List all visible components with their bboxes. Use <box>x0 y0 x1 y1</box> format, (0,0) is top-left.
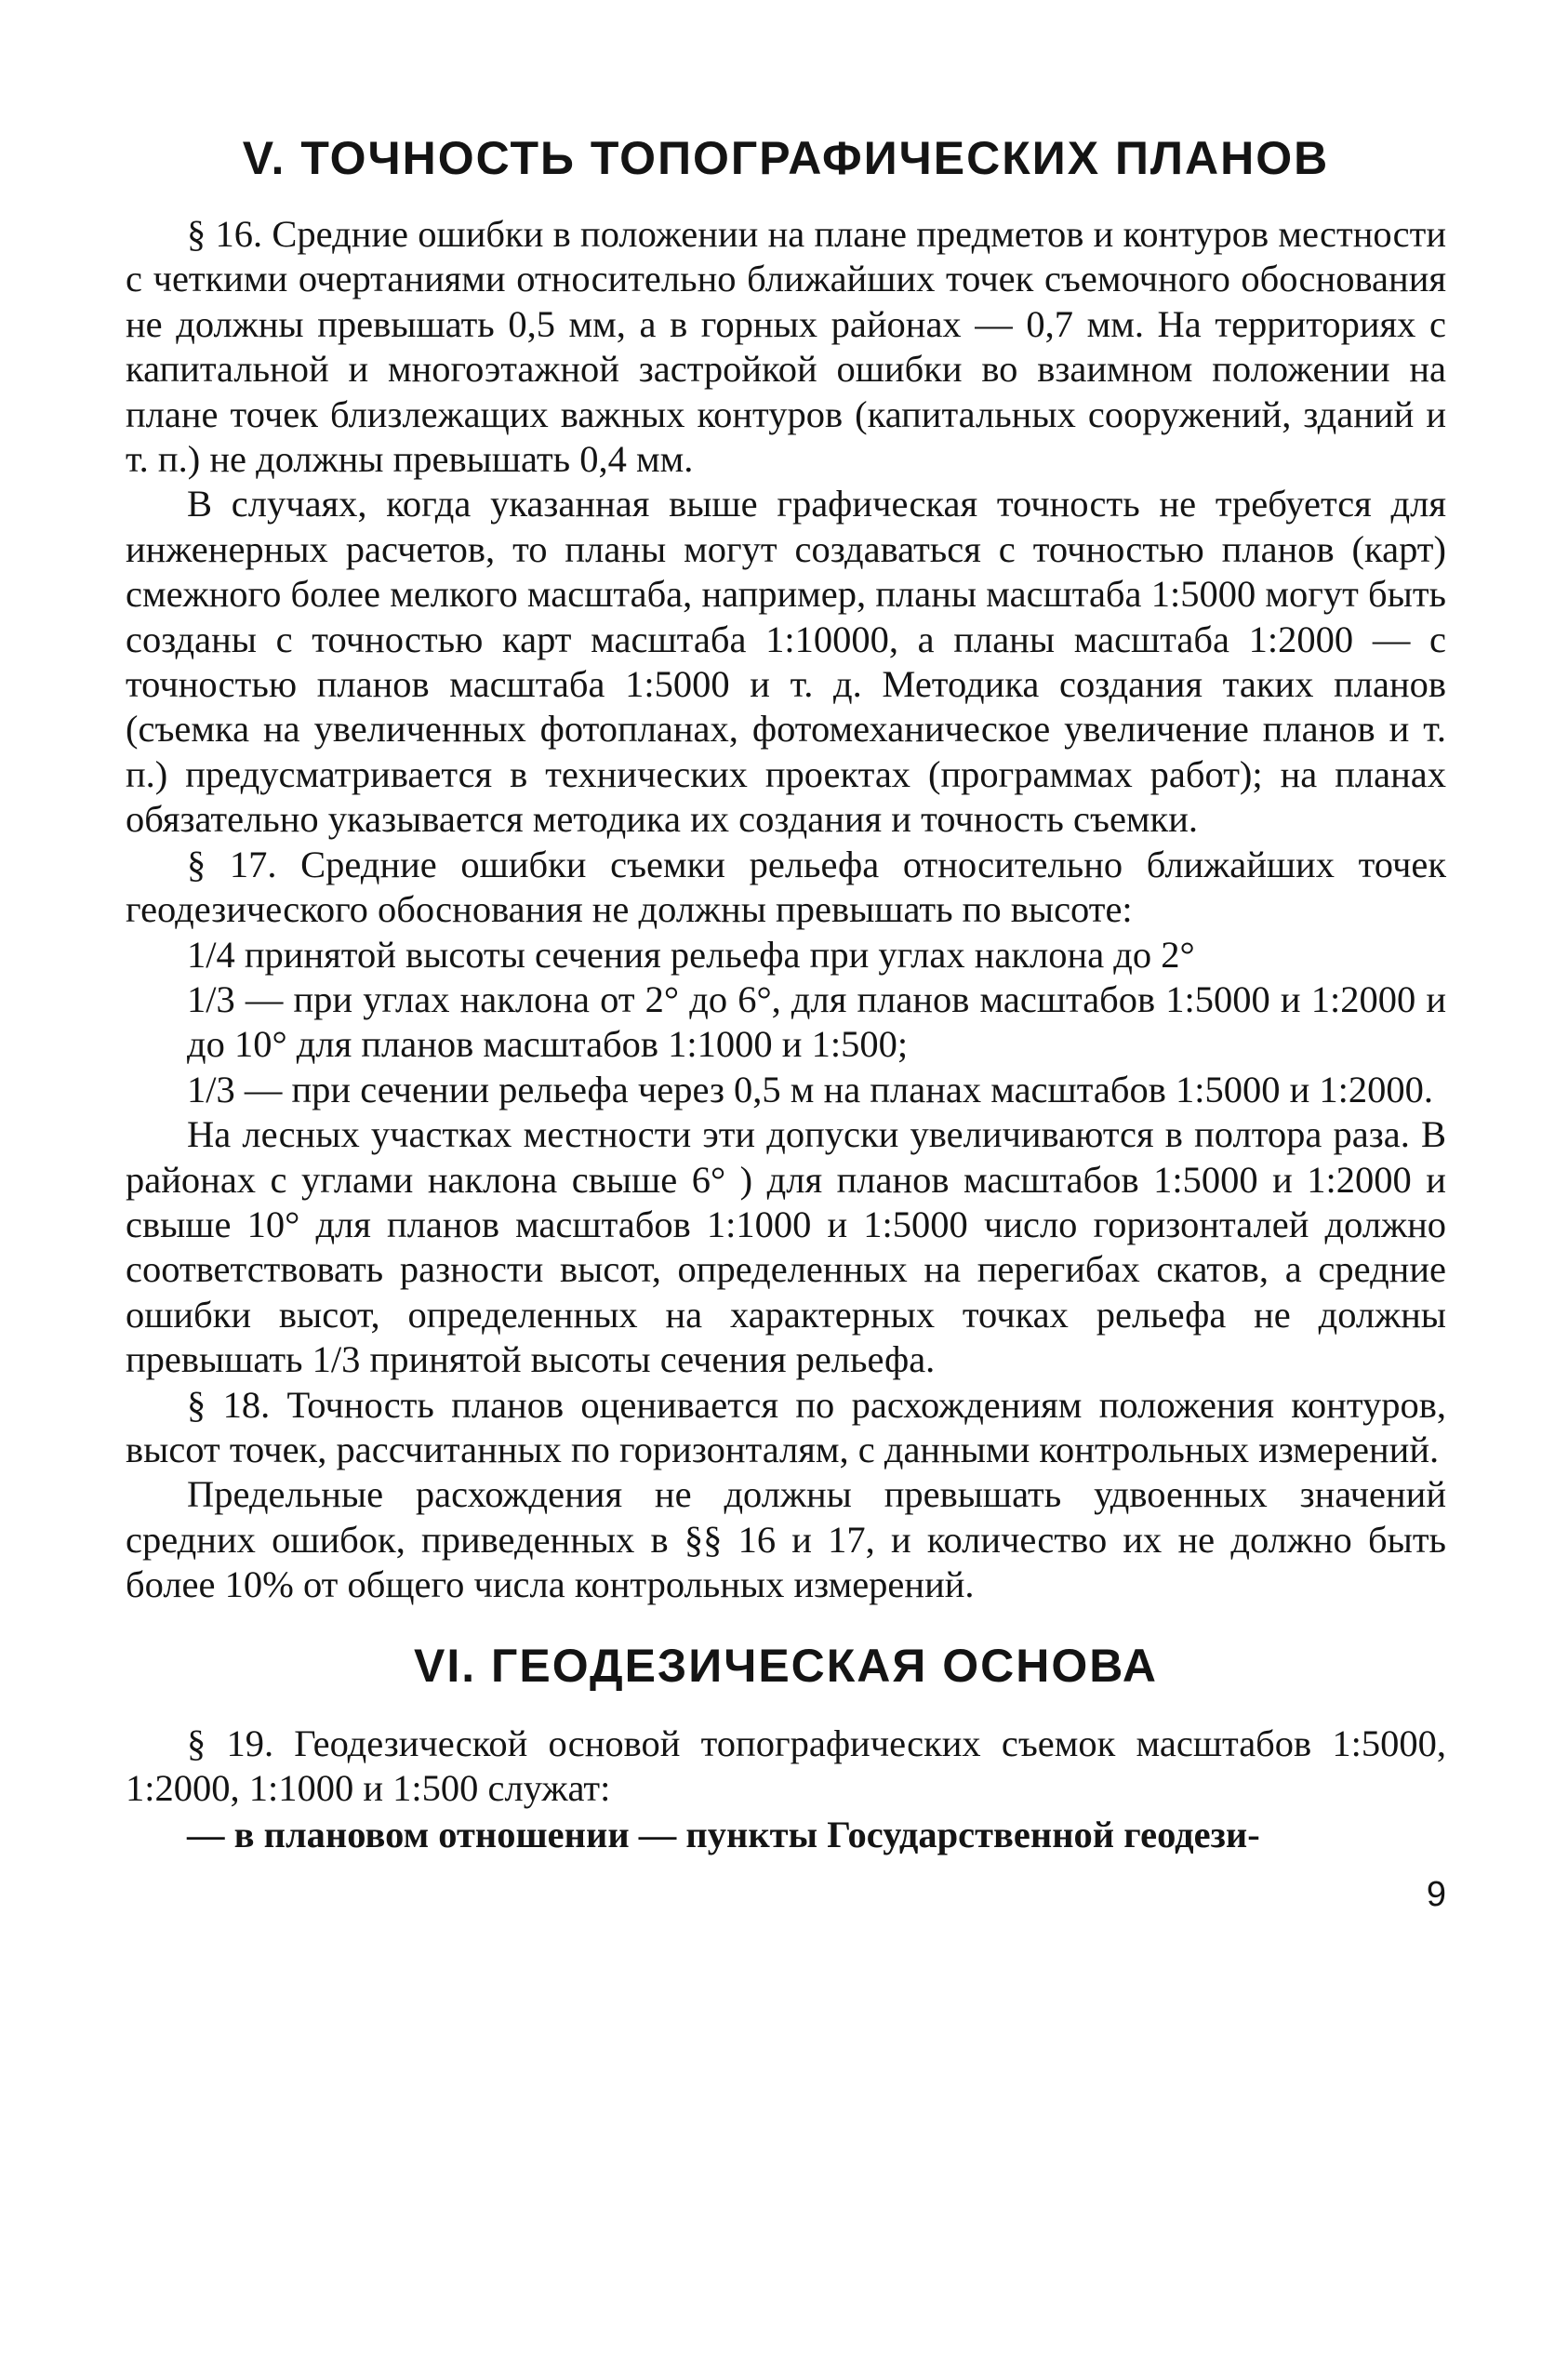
paragraph-16-continued: В случаях, когда указанная выше графическая точность не требуется для инженерных расчетов, то планы могут создаваться с точностью планов (карт) смежного более мелкого масштаба, например, планы масштаба 1:5000 могут быть созданы с точностью карт масштаба 1:10000, а планы масштаба 1:2000 — с точностью планов масштаба 1:5000 и т. д. Методика создания таких планов (съемка на увеличенных фотопланах, фотомеханическое увеличение планов и т. п.) предусматривается в технических проектах (программах работ); на планах обязательно указывается методика их создания и точность съемки. <box>126 483 1446 841</box>
list-item: 1/3 — при сечении рельефа через 0,5 м на планах масштабов 1:5000 и 1:2000. <box>187 1068 1434 1110</box>
paragraph-18: § 18. Точность планов оценивается по расхождениям положения контуров, высот точек, рассчитанных по горизонталям, с данными контрольных измерений. <box>126 1383 1446 1470</box>
paragraph-18-continued: Предельные расхождения не должны превышать удвоенных значений средних ошибок, приведенных в §§ 16 и 17, и количество их не должно быть более 10% от общего числа контрольных измерений. <box>126 1473 1446 1606</box>
list-item: 1/4 принятой высоты сечения рельефа при углах наклона до 2° <box>187 933 1195 976</box>
paragraph-19: § 19. Геодезической основой топографических съемок масштабов 1:5000, 1:2000, 1:1000 и 1:500 служат: <box>126 1722 1446 1809</box>
section-vi-title: VI. ГЕОДЕЗИЧЕСКАЯ ОСНОВА <box>414 1639 1158 1692</box>
document-page <box>126 121 1446 1922</box>
list-item: 1/3 — при углах наклона от 2° до 6°, для планов масштабов 1:5000 и 1:2000 и до 10° для планов масштабов 1:1000 и 1:500; <box>187 977 1446 1066</box>
paragraph-17-continued: На лесных участках местности эти допуски увеличиваются в полтора раза. В районах с углами наклона свыше 6° ) для планов масштабов 1:5000 и 1:2000 и свыше 10° для планов масштабов 1:1000 и 1:5000 число горизонталей должно соответствовать разности высот, определенных на перегибах скатов, а средние ошибки высот, определенных на характерных точках рельефа не должны превышать 1/3 принятой высоты сечения рельефа. <box>126 1113 1446 1381</box>
paragraph-16: § 16. Средние ошибки в положении на плане предметов и контуров местности с четкими очертаниями относительно ближайших точек съемочного обоснования не должны превышать 0,5 мм, а в горных районах — 0,7 мм. На территориях с капитальной и многоэтажной застройкой ошибки во взаимном положении на плане точек близлежащих важных контуров (капитальных сооружений, зданий и т. п.) не должны превышать 0,4 мм. <box>126 213 1446 481</box>
paragraph-17: § 17. Средние ошибки съемки рельефа относительно ближайших точек геодезического обоснования не должны превышать по высоте: <box>126 843 1446 931</box>
section-v-title: V. ТОЧНОСТЬ ТОПОГРАФИЧЕСКИХ ПЛАНОВ <box>242 132 1330 184</box>
paragraph-19-bullet: — в плановом отношении — пункты Государственной геодези- <box>187 1814 1260 1856</box>
tolerance-list <box>126 933 1446 1113</box>
page-number: 9 <box>1426 1875 1446 1915</box>
